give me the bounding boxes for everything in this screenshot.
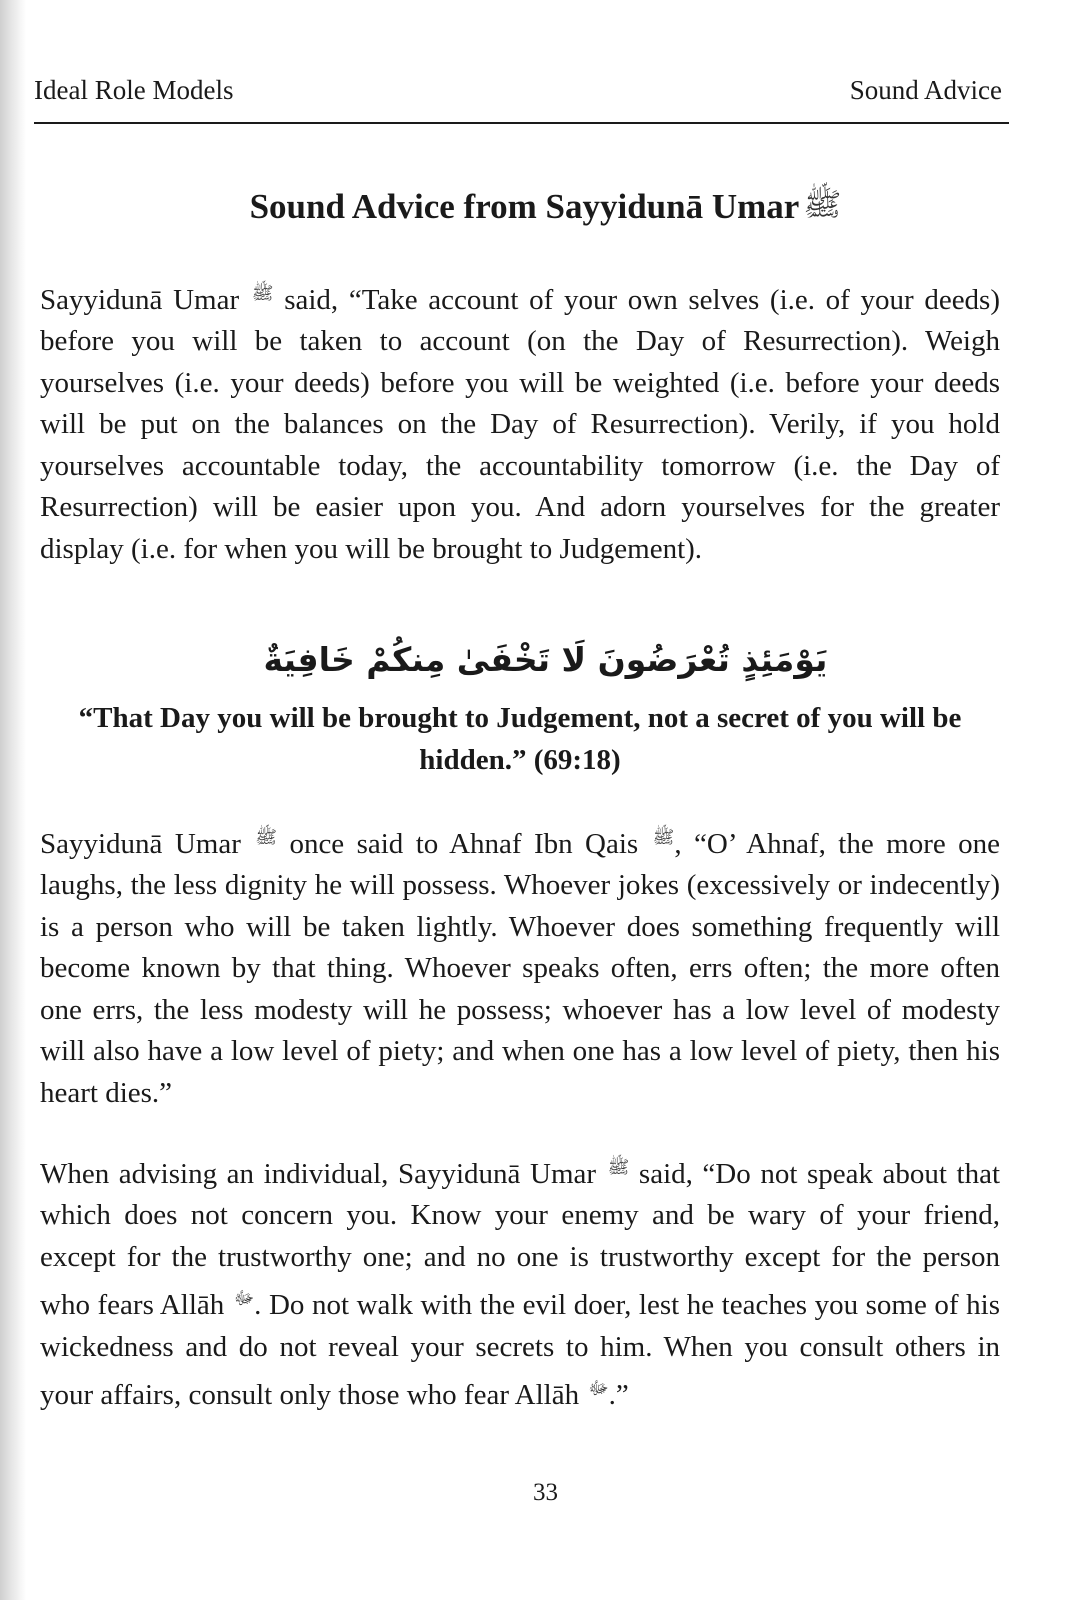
chapter-title bbox=[0, 180, 1091, 232]
p3-part-c: . Do not walk with the evil doer, lest he teaches you some of his wickedness and do not reveal your secrets to him. When you consult others in your affairs, consult only those who fear Allāh bbox=[40, 1289, 1001, 1412]
paragraph-2 bbox=[40, 817, 1000, 1114]
honorific-glyph: ﷺ bbox=[255, 827, 278, 847]
p2-part-b: once said to Ahnaf Ibn Qais bbox=[289, 827, 639, 860]
p1-quote: said, “Take account of your own selves (i.e. of your deeds) before you will be taken to account (on the Day of Resurrection). Weigh yourselves (i.e. your deeds) before you will be weighted (i.e. before your deeds will be put on the balances on the Day of Resurrection). Verily, if you hold yourselves accountable today, the accountability tomorrow (i.e. the Day of Resurrection) will be easier upon you. And adorn yourselves for the greater display (i.e. for when you will be brought to Judgement). bbox=[40, 283, 1001, 565]
honorific-glyph: ﷺ bbox=[607, 1157, 630, 1177]
quran-verse-arabic: يَوْمَئِذٍ تُعْرَضُونَ لَا تَخْفَىٰ مِنكُمْ خَافِيَةٌ bbox=[263, 640, 828, 679]
binding-shadow bbox=[0, 0, 26, 1600]
running-header bbox=[34, 70, 1002, 110]
honorific-glyph: ﷻ bbox=[588, 1378, 609, 1399]
paragraph-1 bbox=[40, 273, 1000, 570]
honorific-glyph: ﷻ bbox=[233, 1288, 255, 1309]
header-rule bbox=[34, 122, 1009, 124]
honorific-glyph: ﷺ bbox=[652, 827, 675, 847]
honorific-glyph: ﷺ bbox=[803, 187, 842, 222]
page-number: 33 bbox=[533, 1479, 558, 1506]
chapter-title-text: Sound Advice from Sayyidunā Umar bbox=[249, 187, 800, 227]
section-title: Sound Advice bbox=[849, 75, 1002, 105]
book-title: Ideal Role Models bbox=[34, 75, 234, 105]
p3-part-a: When advising an individual, Sayyidunā Umar bbox=[40, 1157, 597, 1190]
p1-subject: Sayyidunā Umar bbox=[40, 283, 240, 316]
quran-verse-translation: “That Day you will be brought to Judgement, not a secret of you will be hidden.” (69:18) bbox=[78, 702, 962, 776]
p2-part-a: Sayyidunā Umar bbox=[40, 827, 241, 860]
paragraph-3 bbox=[40, 1147, 1000, 1417]
p2-part-c: , “O’ Ahnaf, the more one laughs, the less dignity he will possess. Whoever jokes (excessively or indecently) is a person who will be taken lightly. Whoever does something frequently will become known by that thing. Whoever speaks often, errs often; the more often one errs, the less modesty will he possess; whoever has a low level of modesty will also have a low level of piety; and when one has a low level of piety, then his heart dies.” bbox=[40, 827, 1001, 1109]
p3-part-d: .” bbox=[608, 1379, 629, 1412]
p3-part-b: said, “Do not speak about that which does not concern you. Know your enemy and be wary of your friend, except for the trustworthy one; and no one is trustworthy except for the person who fears Allāh bbox=[40, 1157, 1001, 1322]
honorific-glyph: ﷺ bbox=[251, 283, 274, 303]
